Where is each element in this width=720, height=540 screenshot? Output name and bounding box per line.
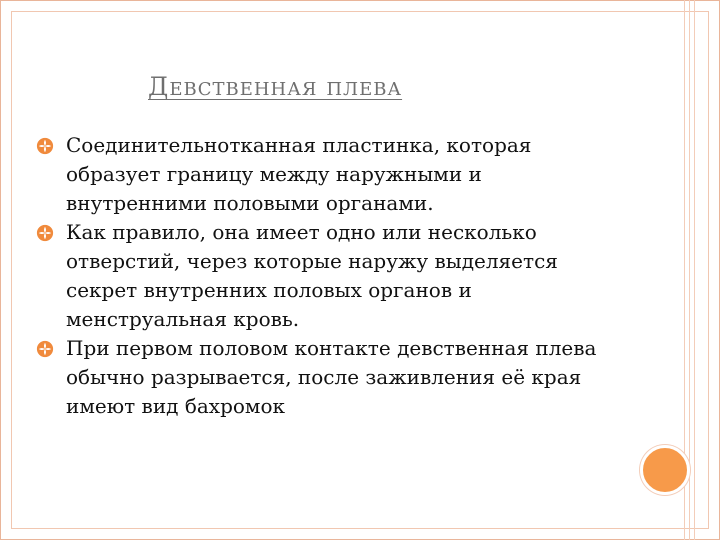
bullet-text: Соединительнотканная пластинка, которая образует границу между наружными и внутренними половыми органами. [66, 133, 532, 215]
decorative-circle [640, 445, 690, 495]
flower-bullet-icon [36, 224, 54, 242]
bullet-list [36, 131, 616, 421]
bullet-text: Как правило, она имеет одно или несколько отверстий, через которые наружу выделяется секрет внутренних половых органов и менструальная кровь. [66, 220, 558, 331]
slide-title: Девственная плева [148, 72, 403, 101]
decorative-line [689, 0, 690, 540]
flower-bullet-icon [36, 340, 54, 358]
flower-bullet-icon [36, 137, 54, 155]
decorative-line [694, 0, 695, 540]
bullet-item [36, 218, 616, 334]
bullet-item [36, 334, 616, 421]
bullet-text: При первом половом контакте девственная плева обычно разрывается, после заживления её края имеют вид бахромок [66, 336, 597, 418]
bullet-item [36, 131, 616, 218]
